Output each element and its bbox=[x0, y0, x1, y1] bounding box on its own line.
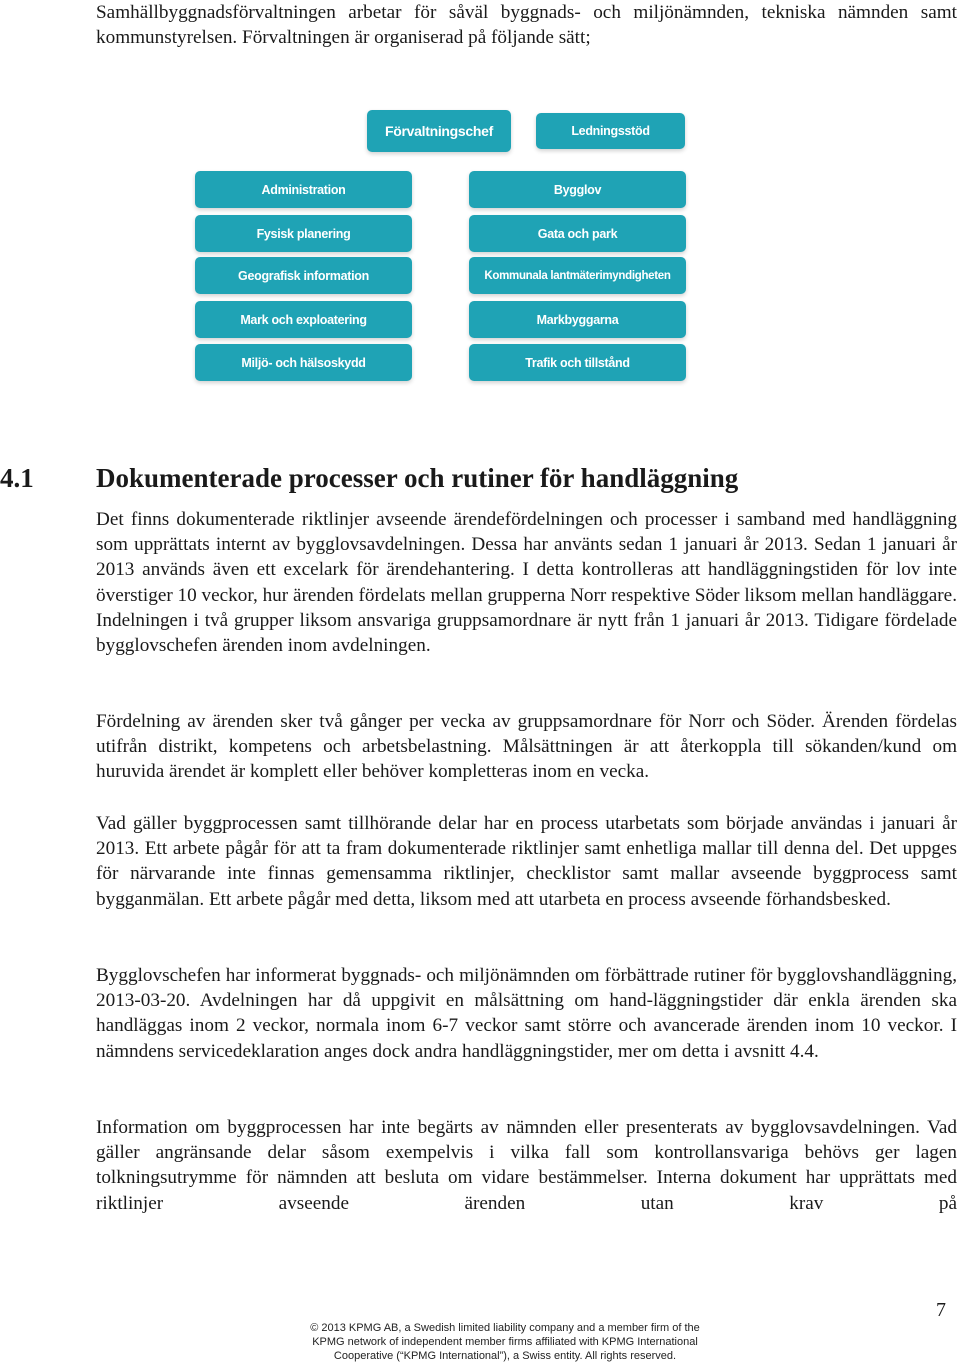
body-paragraph-4: Bygglovschefen har informerat byggnads- och miljönämnden om förbättrade rutiner för bygglovshandläggning, 2013-03-20. Avdelningen har då uppgivit en målsättning om hand-läggningstider där enkla ärenden ska handläggas inom 2 veckor, normala inom 6-7 veckor samt större och avancerade ärenden inom 10 veckor. I nämndens servicedeklaration anges dock andra handläggningstider, mer om detta i avsnitt 4.4. bbox=[96, 965, 957, 1062]
org-box-miljo-och-halsoskydd: Miljö- och hälsoskydd bbox=[195, 344, 412, 381]
page-number: 7 bbox=[936, 1299, 946, 1321]
org-box-ledningsstod: Ledningsstöd bbox=[536, 113, 685, 149]
org-box-kommunala-lantmaterimyndigheten: Kommunala lantmäterimyndigheten bbox=[469, 257, 686, 294]
org-box-bygglov: Bygglov bbox=[469, 171, 686, 208]
body-paragraph-3: Vad gäller byggprocessen samt tillhörande delar har en process utarbetats som började användas i januari år 2013. Ett arbete pågår för att ta fram dokumenterade riktlinjer samt enhetliga mallar till denna del. Det uppges för närvarande inte finnas gemensamma riktlinjer, checklistor samt mallar avseende byggprocess samt bygganmälan. Ett arbete pågår med detta, liksom med att utarbeta en process avseende förhandsbesked. bbox=[96, 813, 957, 910]
copyright-footer bbox=[230, 1321, 780, 1363]
footer-line-1: © 2013 KPMG AB, a Swedish limited liability company and a member firm of the bbox=[310, 1322, 700, 1334]
org-box-geografisk-information: Geografisk information bbox=[195, 257, 412, 294]
org-box-forvaltningschef: Förvaltningschef bbox=[367, 110, 511, 152]
org-box-gata-och-park: Gata och park bbox=[469, 215, 686, 252]
footer-line-3: Cooperative (“KPMG International”), a Swiss entity. All rights reserved. bbox=[333, 1350, 677, 1362]
section-heading bbox=[0, 458, 960, 498]
org-box-administration: Administration bbox=[195, 171, 412, 208]
body-paragraph-1: Det finns dokumenterade riktlinjer avseende ärendefördelningen och processer i samband med handläggning som upprättats internt av bygglovsavdelningen. Dessa har använts sedan 1 januari år 2013. Sedan 1 januari år 2013 används även ett excelark för ärendehantering. I detta kontrolleras att handläggningstiden för lov inte överstiger 10 veckor, hur ärenden fördelats mellan grupperna Norr respektive Söder liksom mellan handläggare. Indelningen i två grupper liksom ansvariga gruppsamordnare är nytt från 1 januari år 2013. Tidigare fördelade bygglovschefen ärenden inom avdelningen. bbox=[96, 509, 957, 657]
footer-line-2: KPMG network of independent member firms affiliated with KPMG International bbox=[312, 1336, 698, 1348]
body-paragraph-2: Fördelning av ärenden sker två gånger per vecka av gruppsamordnare för Norr och Söder. Ärenden fördelas utifrån distrikt, kompetens och arbetsbelastning. Målsättningen är att återkoppla till sökanden/kund om huruvida ärendet är komplett eller behöver kompletteras inom en vecka. bbox=[96, 711, 957, 783]
intro-paragraph: Samhällbyggnadsförvaltningen arbetar för såväl byggnads- och miljönämnden, tekniska nämnden samt kommunstyrelsen. Förvaltningen är organiserad på följande sätt; bbox=[96, 2, 957, 49]
org-box-trafik-och-tillstand: Trafik och tillstånd bbox=[469, 344, 686, 381]
section-title: Dokumenterade processer och rutiner för handläggning bbox=[96, 463, 739, 493]
section-number: 4.1 bbox=[0, 463, 34, 493]
org-box-fysisk-planering: Fysisk planering bbox=[195, 215, 412, 252]
org-box-markbyggarna: Markbyggarna bbox=[469, 301, 686, 338]
org-box-mark-och-exploatering: Mark och exploatering bbox=[195, 301, 412, 338]
body-paragraph-5: Information om byggprocessen har inte begärts av nämnden eller presenterats av bygglovsavdelningen. Vad gäller angränsande delar såsom exempelvis i vilka fall som kontrollansvariga behövs ger lagen tolkningsutrymme för nämnden att besluta om vidare bestämmelser. Interna dokument har upprättats med riktlinjer avseende ärenden utan krav på bbox=[96, 1117, 957, 1214]
org-chart bbox=[0, 0, 960, 400]
